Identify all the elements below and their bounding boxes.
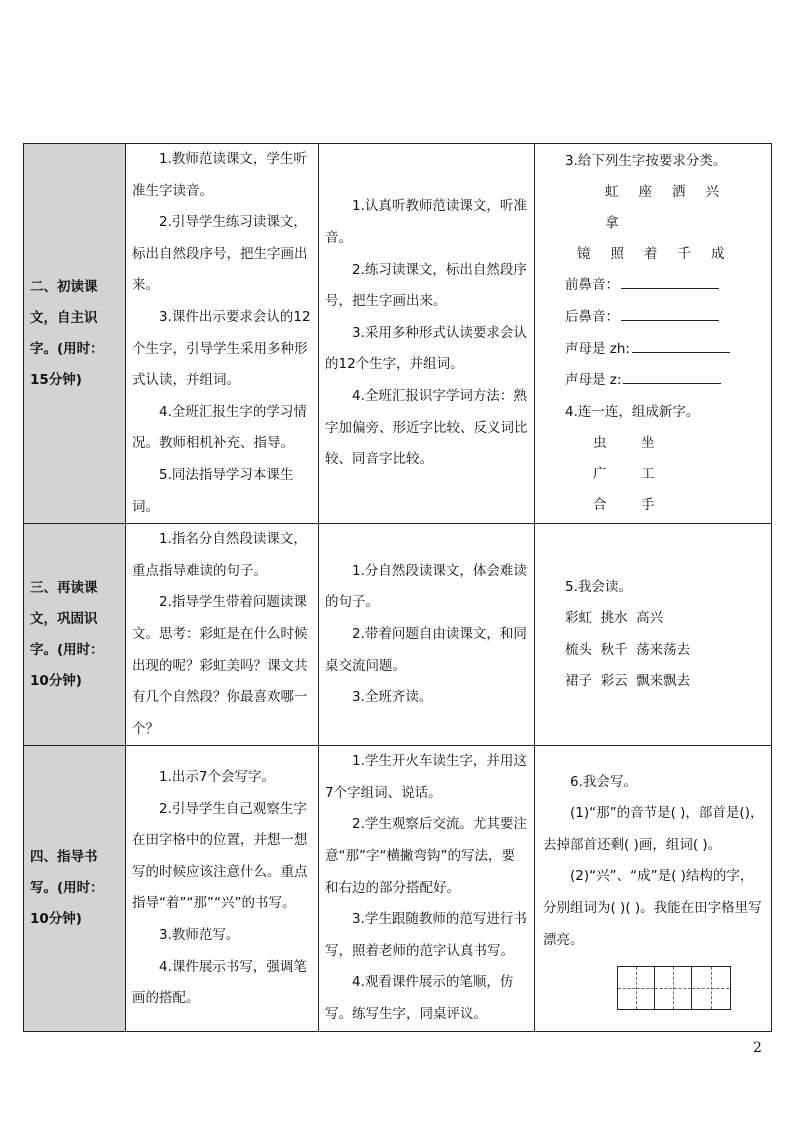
student-step: 1.认真听教师范读课文，听准音。 — [325, 198, 527, 246]
grid-box[interactable] — [655, 967, 692, 1009]
student-activities — [319, 144, 535, 524]
student-step: 3.学生跟随教师的范写进行书写，照着老师的范字认真书写。 — [325, 911, 527, 959]
student-step: 2.练习读课文，标出自然段序号，把生字画出来。 — [325, 261, 527, 310]
reading-line: 裙子 彩云 飘来飘去 — [565, 673, 691, 690]
char: 着 — [644, 246, 668, 263]
teacher-step: 1.出示7个会写字。 — [159, 769, 275, 786]
student-step: 3.全班齐读。 — [352, 689, 433, 706]
student-step: 3.采用多种形式认读要求会认的12个生字，并组词。 — [325, 324, 527, 373]
teacher-step: 1.指名分自然段读课文，重点指导难读的句子。 — [132, 531, 307, 579]
char: 镜 — [577, 246, 601, 263]
teacher-step: 3.课件出示要求会认的12个生字，引导学生采用多种形式认读，并组词。 — [132, 308, 311, 389]
answer-line: 后鼻音： — [565, 302, 765, 334]
answer-line: 声母是 z: — [565, 365, 765, 397]
grid-box[interactable] — [618, 967, 655, 1009]
char-group-2 — [565, 239, 765, 270]
table-row — [24, 144, 772, 524]
teacher-step: 2.引导学生自己观察生字在田字格中的位置，并想一想写的时候应该注意什么。重点指导“着”“那”“兴”的书写。 — [132, 800, 308, 912]
exercise-cell — [535, 144, 772, 524]
exercise-cell — [535, 524, 772, 746]
exercise-title: 3.给下列生字按要求分类。 — [565, 152, 727, 169]
page-number: 2 — [753, 1040, 762, 1056]
teacher-step: 5.同法指导学习本课生词。 — [132, 466, 294, 515]
char: 拿 — [605, 215, 629, 232]
teacher-activities — [126, 524, 319, 746]
answer-blank[interactable] — [623, 369, 721, 384]
answer-blank[interactable] — [621, 274, 719, 289]
connect-pair: 广 工 — [593, 466, 655, 483]
char: 成 — [711, 246, 735, 263]
answer-blank[interactable] — [621, 306, 719, 321]
connect-pair: 合 手 — [593, 497, 655, 514]
answer-blank[interactable] — [632, 338, 730, 353]
reading-line: 彩虹 挑水 高兴 — [565, 610, 664, 627]
exercise-title: 6.我会写。 — [570, 773, 637, 790]
student-step: 1.分自然段读课文，体会难读的句子。 — [325, 562, 527, 611]
exercise-question: (2)“兴”、“成”是( )结构的字，分别组词为( )( )。我能在田字格里写漂亮。 — [543, 868, 762, 948]
answer-line: 前鼻音： — [565, 270, 765, 302]
reading-line: 梳头 秋千 荡来荡去 — [565, 641, 691, 658]
teacher-activities — [126, 746, 319, 1031]
answer-line: 声母是 zh: — [565, 334, 765, 366]
char: 座 — [638, 184, 662, 201]
char: 千 — [677, 246, 701, 263]
tianzige-grid[interactable] — [617, 966, 731, 1010]
exercise-question: (1)“那”的音节是( )，部首是()，去掉部首还剩( )画，组词( )。 — [543, 805, 764, 853]
stage-label: 三、再读课文，巩固识字。(用时：10分钟) — [24, 524, 126, 746]
char-group-1 — [565, 177, 765, 239]
char: 兴 — [705, 184, 729, 201]
stage-label: 二、初读课文，自主识字。(用时：15分钟) — [24, 144, 126, 524]
student-activities — [319, 746, 535, 1031]
char: 洒 — [672, 184, 696, 201]
exercise-title: 4.连一连，组成新字。 — [565, 403, 700, 420]
grid-box[interactable] — [692, 967, 729, 1009]
student-step: 4.观看课件展示的笔顺，仿写。练写生字，同桌评议。 — [325, 974, 514, 1023]
student-step: 4.全班汇报识字学词方法：熟字加偏旁、形近字比较、反义词比较、同音字比较。 — [325, 387, 528, 468]
table-row — [24, 746, 772, 1031]
table-row — [24, 524, 772, 746]
exercise-cell — [535, 746, 772, 1031]
char: 虹 — [605, 184, 629, 201]
stage-label: 四、指导书写。(用时：10分钟) — [24, 746, 126, 1031]
teacher-step: 4.课件展示书写，强调笔画的搭配。 — [132, 958, 307, 1007]
teacher-step: 2.指导学生带着问题读课文。思考：彩虹是在什么时候出现的呢？彩虹美吗？课文共有几个自然段？你最喜欢哪一个？ — [132, 594, 308, 737]
connect-pair: 虫 坐 — [593, 435, 655, 452]
teacher-step: 3.教师范写。 — [159, 927, 240, 944]
teacher-step: 4.全班汇报生字的学习情况。教师相机补充、指导。 — [132, 403, 307, 452]
student-activities — [319, 524, 535, 746]
teacher-step: 1.教师范读课文，学生听准生字读音。 — [132, 151, 307, 199]
lesson-plan-table — [23, 143, 772, 1032]
student-step: 2.带着问题自由读课文，和同桌交流问题。 — [325, 625, 527, 674]
char: 照 — [610, 246, 634, 263]
exercise-title: 5.我会读。 — [565, 578, 632, 595]
student-step: 2.学生观察后交流。尤其要注意“那”字“横撇弯钩”的写法，要和右边的部分搭配好。 — [325, 816, 527, 896]
teacher-activities — [126, 144, 319, 524]
student-step: 1.学生开火车读生字，并用这7个字组词、说话。 — [325, 753, 527, 801]
teacher-step: 2.引导学生练习读课文，标出自然段序号，把生字画出来。 — [132, 214, 308, 294]
